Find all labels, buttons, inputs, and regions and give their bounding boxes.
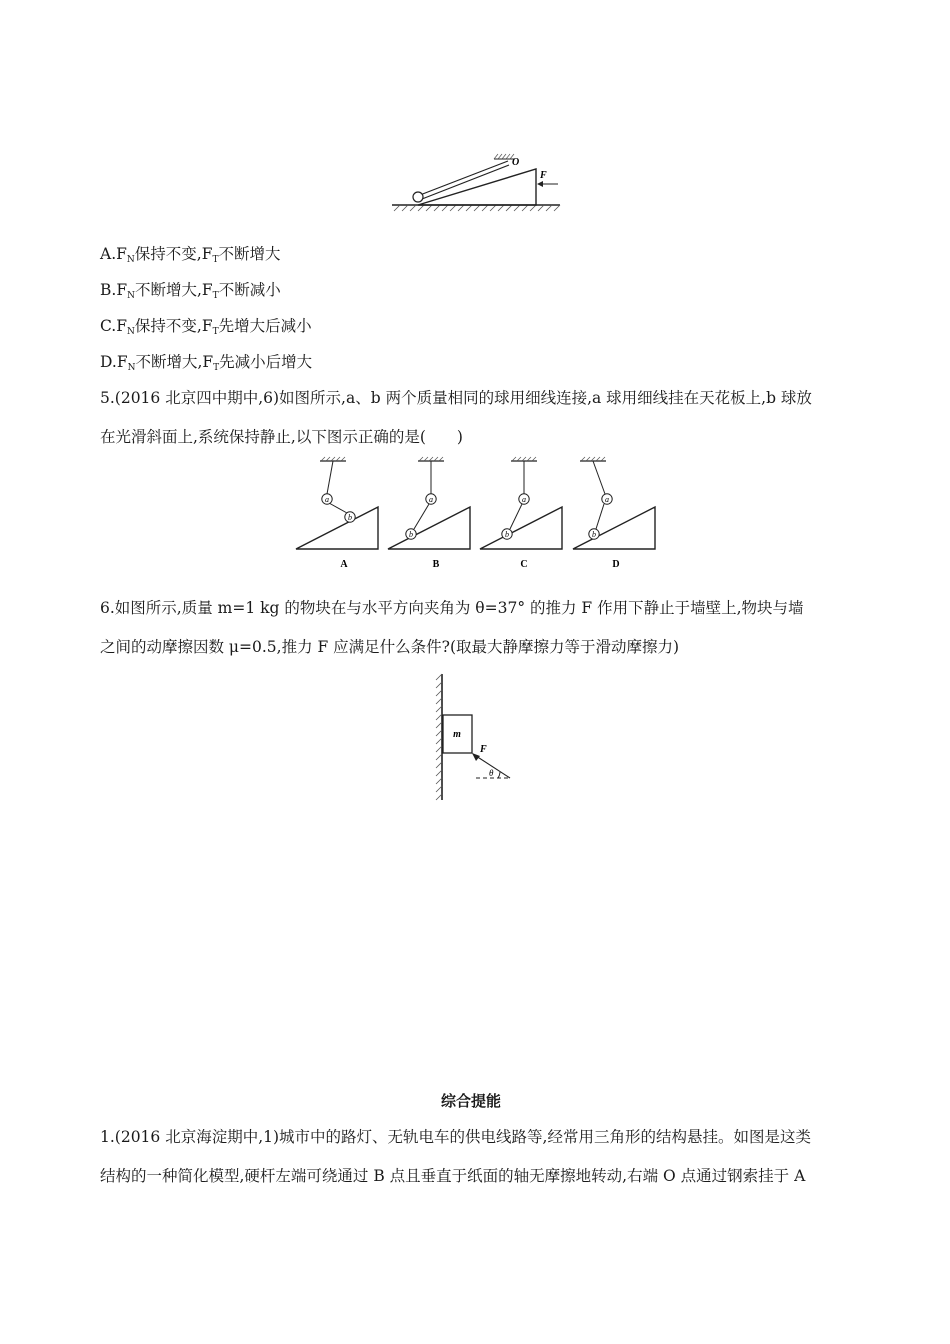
- subscript: N: [127, 327, 135, 337]
- panel-label-b: B: [432, 559, 440, 570]
- option-c: [100, 316, 312, 342]
- panel-d: [573, 457, 655, 570]
- panel-label-d: D: [612, 559, 620, 570]
- ball-a-label: a: [605, 495, 609, 504]
- section-q1-line2: 结构的一种简化模型,硬杆左端可绕通过 B 点且垂直于纸面的轴无摩擦地转动,右端 O 点通过钢索挂于 A: [100, 1167, 806, 1185]
- option-text: 先增大后减小: [218, 317, 312, 335]
- force-label: F: [480, 744, 487, 755]
- subscript: T: [212, 291, 219, 301]
- option-text: 保持不变,: [134, 245, 202, 263]
- ball-a-label: a: [325, 495, 329, 504]
- subscript: N: [126, 255, 135, 265]
- option-text: 不断增大,: [135, 353, 203, 371]
- option-text: 先减小后增大: [219, 353, 313, 371]
- option-d: [100, 352, 312, 378]
- symbol-f: F: [201, 317, 213, 335]
- panel-a: [296, 457, 378, 570]
- subscript: T: [213, 363, 220, 373]
- ball-b-label: b: [409, 530, 413, 539]
- option-letter: C.: [100, 317, 117, 335]
- force-label: F: [540, 170, 547, 181]
- symbol-f: F: [201, 245, 213, 263]
- pivot-label: O: [512, 157, 520, 168]
- ball-b-label: b: [505, 530, 509, 539]
- figure-ball-options: [290, 455, 670, 573]
- symbol-f: F: [116, 281, 128, 299]
- figure-wedge-rod: [390, 150, 570, 212]
- subscript: T: [212, 327, 219, 337]
- ball-a-label: a: [522, 495, 526, 504]
- option-b: [100, 280, 281, 306]
- subscript: N: [127, 363, 136, 373]
- subscript: T: [212, 255, 219, 265]
- q6-line1: 6.如图所示,质量 m=1 kg 的物块在与水平方向夹角为 θ=37° 的推力 F 作用下静止于墙壁上,物块与墙: [100, 599, 804, 617]
- panel-label-c: C: [520, 559, 528, 570]
- figure-block-wall: [430, 672, 520, 804]
- section-title: 综合提能: [441, 1092, 502, 1110]
- symbol-f: F: [116, 317, 127, 335]
- symbol-f: F: [202, 353, 214, 371]
- panel-label-a: A: [340, 559, 348, 570]
- option-text: 不断减小: [218, 281, 281, 299]
- option-letter: D.: [100, 353, 117, 371]
- panel-b: [388, 457, 470, 570]
- ball-b-label: b: [348, 513, 352, 522]
- symbol-f: F: [201, 281, 213, 299]
- ball-a-label: a: [429, 495, 433, 504]
- angle-label: θ: [489, 768, 494, 778]
- option-text: 不断增大,: [134, 281, 202, 299]
- symbol-f: F: [116, 353, 128, 371]
- q5-line2: 在光滑斜面上,系统保持静止,以下图示正确的是( ): [100, 428, 463, 446]
- symbol-f: F: [116, 245, 127, 263]
- option-letter: A.: [100, 245, 117, 263]
- option-letter: B.: [100, 281, 117, 299]
- panel-c: [480, 457, 562, 570]
- ball-b-label: b: [592, 530, 596, 539]
- option-text: 不断增大: [218, 245, 281, 263]
- q5-line1: 5.(2016 北京四中期中,6)如图所示,a、b 两个质量相同的球用细线连接,a 球用细线挂在天花板上,b 球放: [100, 389, 812, 407]
- option-a: [100, 244, 281, 270]
- mass-label: m: [453, 729, 461, 740]
- option-text: 保持不变,: [134, 317, 202, 335]
- section-q1-line1: 1.(2016 北京海淀期中,1)城市中的路灯、无轨电车的供电线路等,经常用三角形的结构悬挂。如图是这类: [100, 1128, 811, 1146]
- q6-line2: 之间的动摩擦因数 μ=0.5,推力 F 应满足什么条件?(取最大静摩擦力等于滑动摩擦力): [100, 638, 680, 656]
- subscript: N: [127, 291, 135, 301]
